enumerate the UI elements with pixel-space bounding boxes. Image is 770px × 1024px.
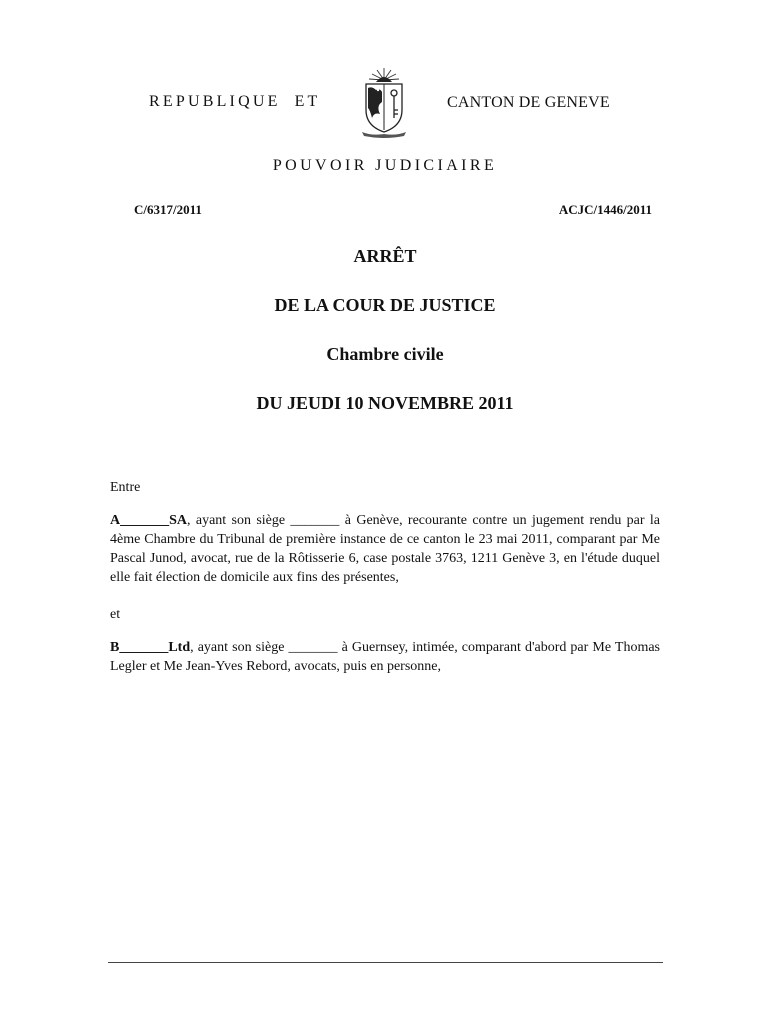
title-court: DE LA COUR DE JUSTICE xyxy=(274,295,496,315)
title-chamber: Chambre civile xyxy=(326,344,444,364)
parties-conjunction: et xyxy=(110,607,121,622)
header-word-et: ET xyxy=(294,93,321,110)
header-word-republique: REPUBLIQUE xyxy=(149,93,281,110)
decision-number: ACJC/1446/2011 xyxy=(558,202,652,217)
geneva-coat-of-arms-icon xyxy=(358,66,410,138)
header-republique xyxy=(149,93,321,111)
party-b-name: B_______Ltd xyxy=(110,640,191,655)
party-b-text: , ayant son siège _______ à Guernsey, intimée, comparant d'abord par Me Thomas Legler et Me Jean-Yves Rebord, avocats, puis en personne, xyxy=(110,640,660,674)
footer-divider xyxy=(108,962,663,963)
case-number: C/6317/2011 xyxy=(134,202,202,217)
party-a-text: , ayant son siège _______ à Genève, recourante contre un jugement rendu par la 4ème Chambre du Tribunal de première instance de ce canton le 23 mai 2011, comparant par Me Pascal Junod, avocat, rue de la Rôtisserie 6, case postale 3763, 1211 Genève 3, en l'étude duquel elle fait élection de domicile aux fins des présentes, xyxy=(110,513,660,585)
parties-intro: Entre xyxy=(110,480,141,495)
title-arret: ARRÊT xyxy=(353,246,417,266)
party-a-name: A_______SA xyxy=(110,513,188,528)
party-b-paragraph xyxy=(110,638,660,676)
header-subtitle: POUVOIR JUDICIAIRE xyxy=(272,157,498,174)
header-canton: CANTON DE GENEVE xyxy=(447,94,610,111)
party-a-paragraph xyxy=(110,511,660,587)
title-date: DU JEUDI 10 NOVEMBRE 2011 xyxy=(256,393,514,413)
